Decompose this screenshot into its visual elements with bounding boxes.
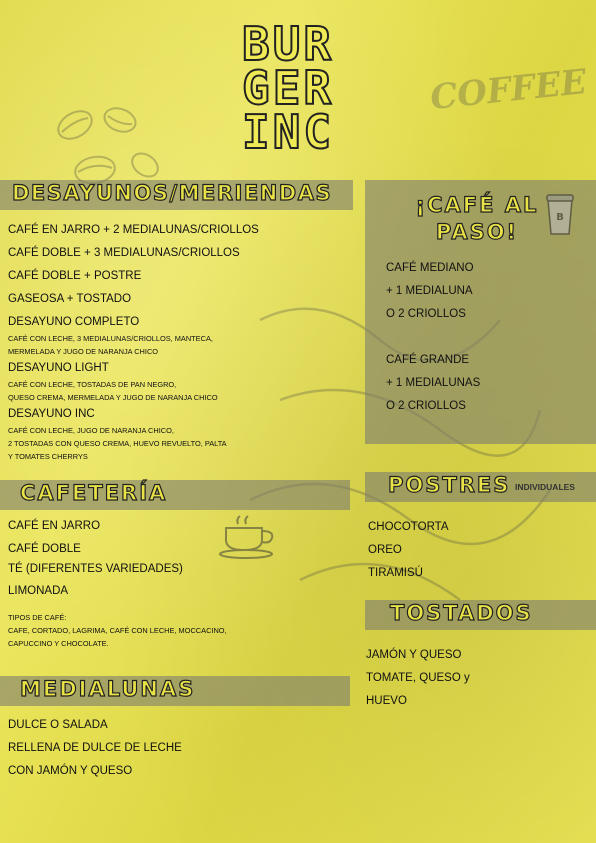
menu-item: DULCE O SALADA (8, 719, 108, 731)
description-line: CAFÉ CON LECHE, TOSTADAS DE PAN NEGRO, (8, 380, 177, 389)
menu-item: CAFÉ DOBLE + 3 MEDIALUNAS/CRIOLLOS (8, 247, 240, 259)
cafe-al-paso-title (392, 192, 562, 246)
menu-item: RELLENA DE DULCE DE LECHE (8, 742, 182, 754)
menu-item: CAFÉ GRANDE (386, 354, 470, 366)
menu-item: TOMATE, QUESO y (366, 672, 470, 684)
logo-line: GER (242, 61, 335, 115)
logo-line: BUR (242, 17, 335, 71)
description-line: 2 TOSTADAS CON QUESO CREMA, HUEVO REVUELTO, PALTA (8, 439, 227, 448)
menu-item: JAMÓN Y QUESO (366, 649, 462, 661)
menu-item: DESAYUNO LIGHT (8, 362, 109, 374)
menu-item: CAFÉ EN JARRO + 2 MEDIALUNAS/CRIOLLOS (8, 224, 259, 236)
menu-item: + 1 MEDIALUNA (386, 285, 473, 297)
item-description (8, 424, 227, 463)
menu-item: + 1 MEDIALUNAS (386, 377, 481, 389)
menu-item: GASEOSA + TOSTADO (8, 293, 132, 305)
takeaway-cup-icon (546, 192, 574, 236)
description-line: Y TOMATES CHERRYS (8, 452, 88, 461)
description-line: CAFÉ CON LECHE, 3 MEDIALUNAS/CRIOLLOS, MANTECA, (8, 334, 213, 343)
postres-subtitle: INDIVIDUALES (515, 482, 575, 492)
menu-item: CHOCOTORTA (368, 521, 449, 533)
menu-item: HUEVO (366, 695, 407, 707)
description-line: CAFÉ CON LECHE, JUGO DE NARANJA CHICO, (8, 426, 174, 435)
menu-item: CAFÉ EN JARRO (8, 520, 101, 532)
brand-logo (242, 17, 357, 159)
menu-item: TÉ (DIFERENTES VARIEDADES) (8, 563, 183, 575)
coffee-cup-icon (218, 514, 282, 560)
description-line: CAFE, CORTADO, LAGRIMA, CAFÉ CON LECHE, MOCCACINO, (8, 626, 227, 635)
menu-item: CAFÉ MEDIANO (386, 262, 474, 274)
desayunos-title: DESAYUNOS/MERIENDAS (12, 181, 333, 205)
svg-text:B: B (556, 212, 564, 223)
menu-item: CAFÉ DOBLE (8, 543, 81, 555)
menu-item: CON JAMÓN Y QUESO (8, 765, 133, 777)
menu-item: LIMONADA (8, 585, 69, 597)
description-line: QUESO CREMA, MERMELADA Y JUGO DE NARANJA CHICO (8, 393, 218, 402)
postres-title: POSTRES (388, 473, 511, 497)
menu-item: TIRAMISÚ (368, 567, 423, 579)
item-description (8, 378, 218, 404)
menu-item: O 2 CRIOLLOS (386, 308, 466, 320)
title-line: ¡CAFÉ AL (415, 193, 539, 217)
menu-item: OREO (368, 544, 402, 556)
item-description (8, 332, 213, 358)
description-line: CAPUCCINO Y CHOCOLATE. (8, 639, 109, 648)
cafeteria-title: CAFETERÍA (20, 481, 168, 505)
title-line: PASO! (435, 220, 519, 244)
description-line: TIPOS DE CAFÉ: (8, 613, 67, 622)
description-line: MERMELADA Y JUGO DE NARANJA CHICO (8, 347, 159, 356)
logo-line: INC (242, 105, 335, 159)
menu-item: CAFÉ DOBLE + POSTRE (8, 270, 142, 282)
menu-item: O 2 CRIOLLOS (386, 400, 466, 412)
tostados-title: TOSTADOS (390, 601, 533, 625)
coffee-decor-text: COFFEE (428, 61, 589, 119)
medialunas-title: MEDIALUNAS (20, 677, 196, 701)
menu-item: DESAYUNO COMPLETO (8, 316, 140, 328)
menu-item: DESAYUNO INC (8, 408, 95, 420)
item-description (8, 611, 227, 650)
